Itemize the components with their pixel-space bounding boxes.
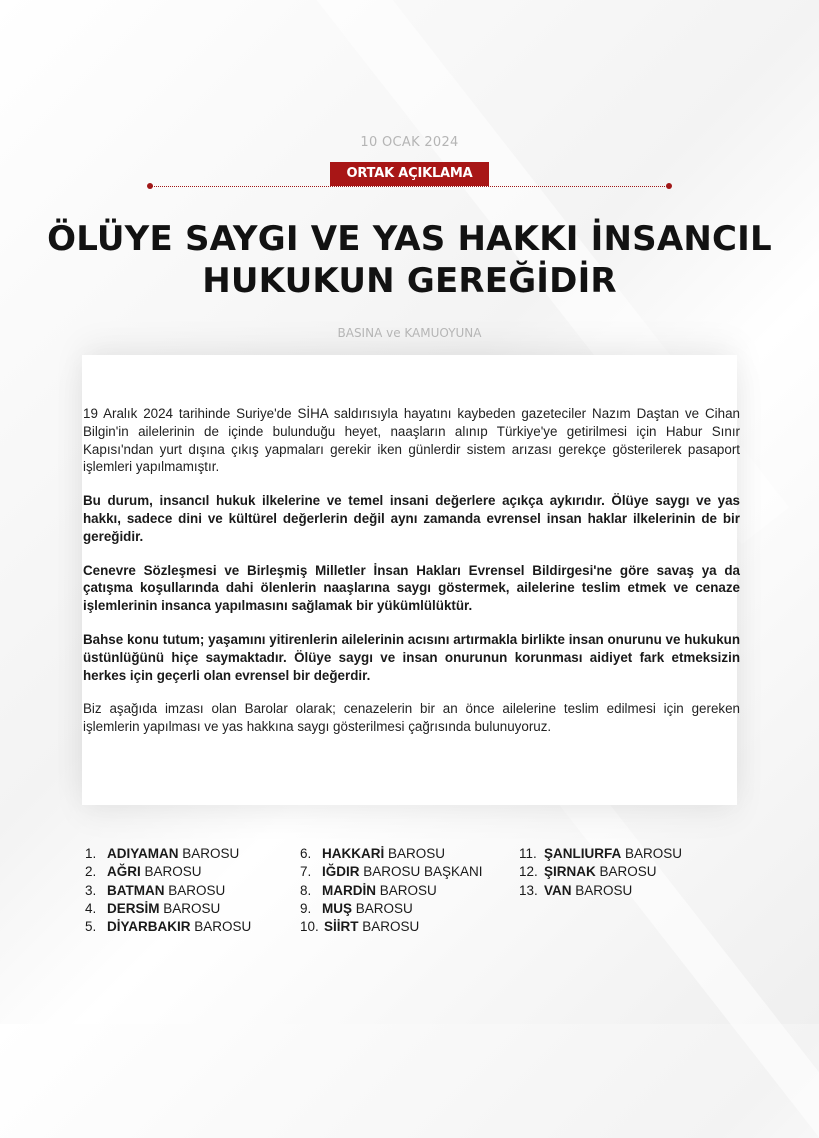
statement-body bbox=[83, 405, 740, 752]
title-line-2: HUKUKUN GEREĞİDİR bbox=[202, 261, 617, 301]
list-item: 6. HAKKARİ BAROSU bbox=[300, 846, 446, 861]
paragraph: Bahse konu tutum; yaşamını yitirenlerin ailelerinin acısını artırmakla birlikte insan onurunu ve hukukun üstünlüğünü hiçe saymaktadır. Ölüye saygı ve insan onurunun korunması aidiyet fark etmeksizin herkes için geçerli olan evrensel bir değerdir. bbox=[83, 631, 740, 683]
divider bbox=[150, 186, 669, 187]
paragraph: 19 Aralık 2024 tarihinde Suriye'de SİHA saldırısıyla hayatını kaybeden gazeteciler Nazım Daştan ve Cihan Bilgin'in ailelerinin de içinde bulunduğu heyet, naaşların alınıp Türkiye'ye getirilmesi için Habur Sınır Kapısı'ndan yurt dışına çıkış yapmaları gerekir iken günlerdir sistem arızası gerekçe gösterilerek pasaport işlemleri yapılmamıştır. bbox=[83, 406, 740, 475]
signatories-column-2 bbox=[300, 846, 530, 937]
list-item: 9. MUŞ BAROSU bbox=[300, 900, 413, 916]
list-item: 2. AĞRI BAROSU bbox=[85, 864, 202, 880]
badge-row bbox=[150, 162, 669, 188]
paragraph: Cenevre Sözleşmesi ve Birleşmiş Milletler İnsan Hakları Evrensel Bildirgesi'ne göre savaş ya da çatışma koşullarında dahi ölenlerin naaşlarına saygı göstermek, ailelerine teslim etmek ve cenaze işlemlerinin insanca yapılmasını sağlamak bir yükümlülüktür. bbox=[83, 562, 740, 614]
list-item: 4. DERSİM BAROSU bbox=[85, 900, 221, 916]
statement-badge: ORTAK AÇIKLAMA bbox=[330, 162, 489, 186]
list-item: 10. SİİRT BAROSU bbox=[300, 919, 420, 935]
list-item: 3. BATMAN BAROSU bbox=[85, 882, 226, 898]
signatories-column-3 bbox=[519, 846, 749, 901]
paragraph: Bu durum, insancıl hukuk ilkelerine ve temel insani değerlere açıkça aykırıdır. Ölüye saygı ve yas hakkı, sadece dini ve kültürel değerlerin değil aynı zamanda evrensel insan haklar ilkelerinin de bir gereğidir. bbox=[83, 493, 740, 544]
page-title bbox=[0, 218, 819, 302]
list-item: 11. ŞANLIURFA BAROSU bbox=[519, 846, 683, 861]
signatories-column-1 bbox=[85, 846, 315, 937]
divider-dot-left bbox=[147, 183, 153, 189]
list-item: 5. DİYARBAKIR BAROSU bbox=[85, 919, 252, 935]
list-item: 7. IĞDIR BAROSU BAŞKANI bbox=[300, 864, 483, 880]
subtitle: BASINA ve KAMUOYUNA bbox=[337, 326, 482, 340]
date: 10 OCAK 2024 bbox=[360, 135, 459, 150]
list-item: 12. ŞIRNAK BAROSU bbox=[519, 864, 657, 880]
list-item: 1. ADIYAMAN BAROSU bbox=[85, 846, 240, 861]
list-item: 8. MARDİN BAROSU bbox=[300, 882, 437, 898]
list-item: 13. VAN BAROSU bbox=[519, 882, 633, 898]
title-line-1: ÖLÜYE SAYGI VE YAS HAKKI İNSANCIL bbox=[47, 219, 772, 259]
divider-dot-right bbox=[666, 183, 672, 189]
paragraph: Biz aşağıda imzası olan Barolar olarak; cenazelerin bir an önce ailelerine teslim edilmesi için gereken işlemlerin yapılması ve yas hakkına saygı gösterilmesi çağrısında bulunuyoruz. bbox=[83, 701, 740, 735]
